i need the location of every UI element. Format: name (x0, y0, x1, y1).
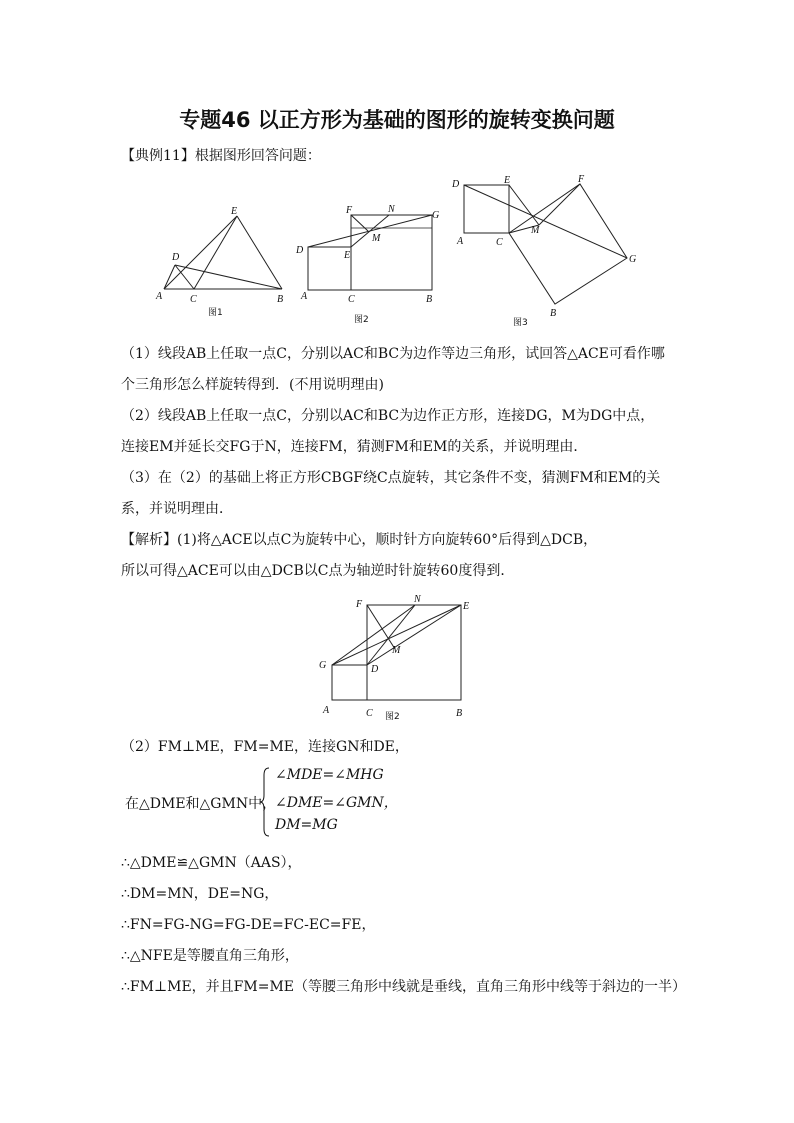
question-1-line-1: （1）线段AB上任取一点C，分别以AC和BC为边作等边三角形，试回答△ACE可看作哪 (121, 346, 665, 362)
system-row-2: ∠DME=∠GMN， (275, 795, 398, 811)
fig2-caption: 图2 (354, 315, 369, 325)
solution-line-2: 所以可得△ACE可以由△DCB以C点为轴逆时针旋转60度得到． (121, 563, 515, 579)
fig3-label-b: B (550, 308, 557, 319)
question-1-line-2: 个三角形怎么样旋转得到．(不用说明理由) (121, 377, 384, 393)
fig4-label-a: A (323, 705, 330, 716)
fig1-label-b: B (277, 294, 284, 305)
solution-line-1: 【解析】(1)将△ACE以点C为旋转中心，顺时针方向旋转60°后得到△DCB， (121, 532, 598, 548)
fig2-label-c: C (348, 294, 355, 305)
system-row-1: ∠MDE=∠MHG (275, 767, 384, 783)
fig2-label-d: D (296, 245, 304, 256)
fig4-label-d: D (371, 664, 379, 675)
page-title: 专题46 以正方形为基础的图形的旋转变换问题 (179, 108, 615, 132)
fig1-label-d: D (172, 252, 180, 263)
proof-line-1: ∴△DME≌△GMN（AAS）， (121, 855, 302, 871)
solution-2-line: （2）FM⊥ME，FM=ME，连接GN和DE， (121, 739, 409, 755)
fig2-label-f: F (346, 205, 353, 216)
question-2-line-1: （2）线段AB上任取一点C，分别以AC和BC为边作正方形，连接DG，M为DG中点， (121, 408, 655, 424)
fig1-caption: 图1 (208, 308, 223, 318)
fig4-label-m: M (392, 645, 401, 656)
fig4-label-b: B (456, 708, 463, 719)
fig4-label-n: N (414, 594, 421, 605)
fig3-caption: 图3 (513, 318, 528, 328)
fig3-label-a: A (457, 236, 464, 247)
proof-line-2: ∴DM=MN，DE=NG， (121, 886, 279, 902)
figure-2 (293, 200, 445, 328)
fig4-label-g: G (319, 660, 327, 671)
equation-system (125, 765, 425, 840)
fig4-label-c: C (366, 708, 373, 719)
fig2-label-m: M (372, 233, 381, 244)
fig3-label-g: G (629, 254, 637, 265)
proof-line-4: ∴△NFE是等腰直角三角形， (121, 948, 299, 964)
fig3-label-d: D (452, 179, 460, 190)
fig2-label-a: A (301, 291, 308, 302)
question-3-line-1: （3）在（2）的基础上将正方形CBGF绕C点旋转，其它条件不变，猜测FM和EM的关 (121, 470, 661, 486)
proof-line-3: ∴FN=FG-NG=FG-DE=FC-EC=FE， (121, 917, 376, 933)
system-lead: 在△DME和△GMN中， (125, 796, 277, 812)
fig1-label-e: E (231, 206, 238, 217)
fig3-label-c: C (496, 237, 503, 248)
proof-line-5: ∴FM⊥ME，并且FM=ME（等腰三角形中线就是垂线，直角三角形中线等于斜边的一半） (121, 979, 687, 995)
fig1-label-c: C (190, 294, 197, 305)
fig2-label-e: E (344, 250, 351, 261)
fig4-label-f: F (356, 599, 363, 610)
figure-solution (315, 588, 485, 728)
example-heading: 【典例11】根据图形回答问题： (121, 148, 321, 164)
question-2-line-2: 连接EM并延长交FG于N，连接FM，猜测FM和EM的关系，并说明理由． (121, 439, 588, 455)
fig1-label-a: A (156, 291, 163, 302)
question-3-line-2: 系，并说明理由． (121, 501, 233, 517)
fig2-label-g: G (432, 210, 440, 221)
brace-icon (260, 767, 270, 837)
fig3-label-m: M (531, 225, 540, 236)
fig3-label-e: E (504, 175, 511, 186)
fig2-label-n: N (388, 204, 395, 215)
fig3-label-f: F (578, 174, 585, 185)
fig4-caption: 图2 (385, 712, 400, 722)
figure-3 (447, 172, 647, 330)
fig4-label-e: E (463, 601, 470, 612)
fig2-label-b: B (426, 294, 433, 305)
system-row-3: DM=MG (275, 817, 338, 833)
figure-1 (150, 198, 295, 320)
